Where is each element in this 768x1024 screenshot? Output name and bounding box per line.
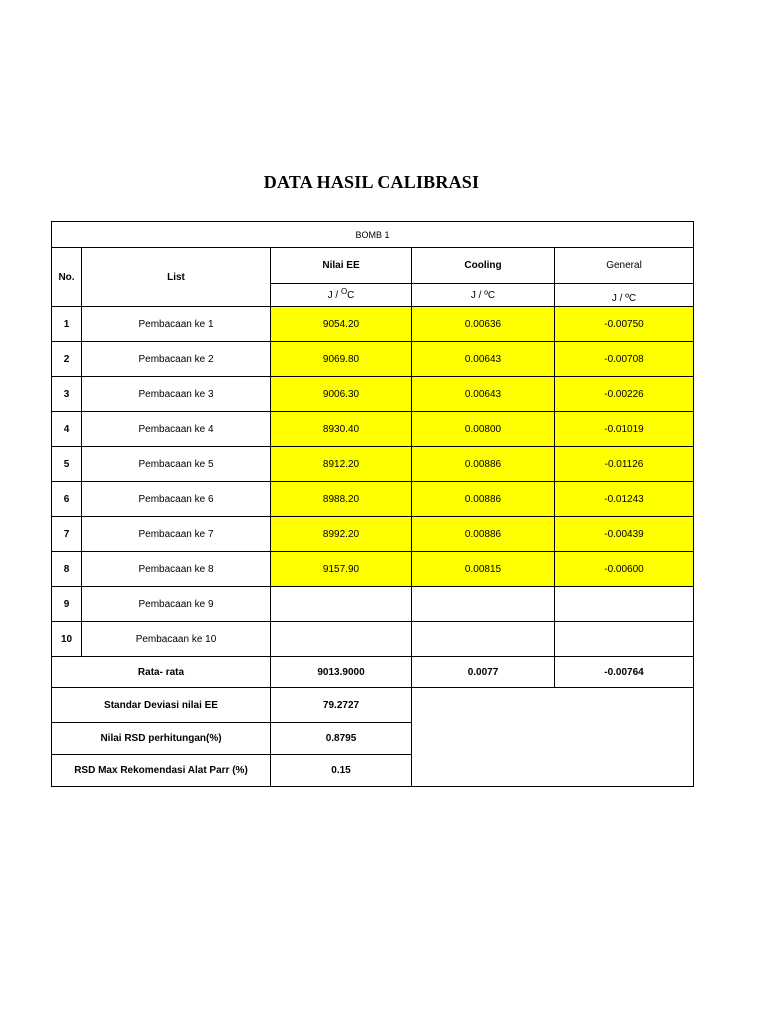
row-no: 9 xyxy=(52,587,82,622)
row-no: 3 xyxy=(52,377,82,412)
row-general-value: -0.01126 xyxy=(555,447,694,482)
row-label: Pembacaan ke 4 xyxy=(82,412,271,447)
row-general-value: -0.01243 xyxy=(555,482,694,517)
row-general-value: -0.00750 xyxy=(555,307,694,342)
row-ee-value: 9157.90 xyxy=(271,552,412,587)
row-no: 10 xyxy=(52,622,82,657)
row-ee-value: 8930.40 xyxy=(271,412,412,447)
row-no: 5 xyxy=(52,447,82,482)
table-row xyxy=(52,377,694,412)
row-no: 6 xyxy=(52,482,82,517)
row-label: Pembacaan ke 9 xyxy=(82,587,271,622)
rsd-max-value: 0.15 xyxy=(271,755,412,787)
unit-ee xyxy=(271,284,412,307)
table-row xyxy=(52,447,694,482)
table-row xyxy=(52,517,694,552)
row-cooling-value: 0.00636 xyxy=(412,307,555,342)
row-no: 1 xyxy=(52,307,82,342)
row-label: Pembacaan ke 10 xyxy=(82,622,271,657)
row-general-value: -0.00708 xyxy=(555,342,694,377)
row-cooling-value: 0.00643 xyxy=(412,377,555,412)
row-cooling-value: 0.00815 xyxy=(412,552,555,587)
column-header-row xyxy=(52,248,694,284)
unit-ee-suffix: C xyxy=(347,289,355,301)
row-label: Pembacaan ke 5 xyxy=(82,447,271,482)
std-dev-row xyxy=(52,688,694,723)
unit-general: J / ºC xyxy=(555,284,694,307)
col-ee-header: Nilai EE xyxy=(271,248,412,284)
row-label: Pembacaan ke 1 xyxy=(82,307,271,342)
row-general-value xyxy=(555,587,694,622)
average-row xyxy=(52,657,694,688)
col-general-header: General xyxy=(555,248,694,284)
calibration-table xyxy=(51,221,694,787)
page-title: DATA HASIL CALIBRASI xyxy=(263,172,480,192)
col-no-header: No. xyxy=(52,248,82,307)
table-row xyxy=(52,342,694,377)
row-cooling-value: 0.00886 xyxy=(412,482,555,517)
row-cooling-value: 0.00886 xyxy=(412,447,555,482)
row-general-value: -0.01019 xyxy=(555,412,694,447)
row-label: Pembacaan ke 8 xyxy=(82,552,271,587)
row-label: Pembacaan ke 2 xyxy=(82,342,271,377)
average-cooling: 0.0077 xyxy=(412,657,555,688)
unit-ee-prefix: J / xyxy=(327,289,341,301)
table-row xyxy=(52,622,694,657)
row-ee-value: 9006.30 xyxy=(271,377,412,412)
row-cooling-value xyxy=(412,622,555,657)
group-header-row xyxy=(52,222,694,248)
row-cooling-value: 0.00643 xyxy=(412,342,555,377)
col-cooling-header: Cooling xyxy=(412,248,555,284)
row-ee-value xyxy=(271,587,412,622)
row-cooling-value xyxy=(412,587,555,622)
average-ee: 9013.9000 xyxy=(271,657,412,688)
row-general-value: -0.00600 xyxy=(555,552,694,587)
col-list-header: List xyxy=(82,248,271,307)
rsd-label: Nilai RSD perhitungan(%) xyxy=(52,723,271,755)
row-ee-value: 9054.20 xyxy=(271,307,412,342)
row-ee-value: 8988.20 xyxy=(271,482,412,517)
table-row xyxy=(52,412,694,447)
row-ee-value: 8992.20 xyxy=(271,517,412,552)
table-row xyxy=(52,587,694,622)
bomb-header: BOMB 1 xyxy=(52,222,694,248)
row-label: Pembacaan ke 3 xyxy=(82,377,271,412)
blank-cell xyxy=(412,688,694,787)
table-row xyxy=(52,307,694,342)
std-dev-value: 79.2727 xyxy=(271,688,412,723)
row-no: 8 xyxy=(52,552,82,587)
row-label: Pembacaan ke 7 xyxy=(82,517,271,552)
unit-cooling: J / ºC xyxy=(412,284,555,307)
row-cooling-value: 0.00886 xyxy=(412,517,555,552)
average-label: Rata- rata xyxy=(52,657,271,688)
row-ee-value xyxy=(271,622,412,657)
row-label: Pembacaan ke 6 xyxy=(82,482,271,517)
table-row xyxy=(52,482,694,517)
table-row xyxy=(52,552,694,587)
std-dev-label: Standar Deviasi nilai EE xyxy=(52,688,271,723)
row-ee-value: 8912.20 xyxy=(271,447,412,482)
row-no: 7 xyxy=(52,517,82,552)
average-general: -0.00764 xyxy=(555,657,694,688)
rsd-max-label: RSD Max Rekomendasi Alat Parr (%) xyxy=(52,755,271,787)
row-no: 2 xyxy=(52,342,82,377)
row-cooling-value: 0.00800 xyxy=(412,412,555,447)
row-general-value: -0.00226 xyxy=(555,377,694,412)
row-general-value: -0.00439 xyxy=(555,517,694,552)
rsd-value: 0.8795 xyxy=(271,723,412,755)
unit-ee-degree: O xyxy=(340,286,348,296)
row-ee-value: 9069.80 xyxy=(271,342,412,377)
row-general-value xyxy=(555,622,694,657)
row-no: 4 xyxy=(52,412,82,447)
